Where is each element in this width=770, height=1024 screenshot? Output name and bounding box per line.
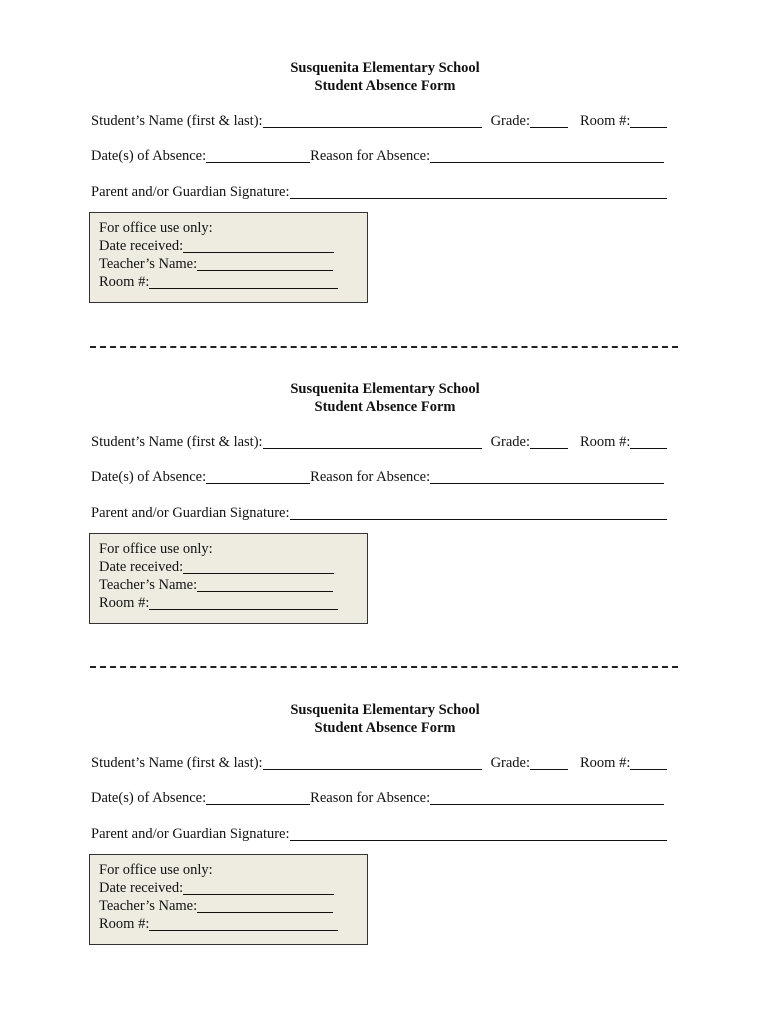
dates-of-absence-label: Date(s) of Absence: (91, 790, 207, 806)
date-received-label: Date received: (99, 559, 184, 575)
reason-field[interactable] (430, 791, 664, 805)
signature-label: Parent and/or Guardian Signature: (91, 826, 290, 842)
student-name-label: Student’s Name (first & last): (91, 113, 263, 129)
room-field[interactable] (630, 435, 667, 449)
reason-field[interactable] (430, 149, 664, 163)
office-room-label: Room #: (99, 916, 150, 932)
grade-field[interactable] (530, 756, 568, 770)
absence-form-1 (0, 0, 770, 321)
absence-row (91, 468, 664, 486)
absence-row (91, 147, 664, 165)
student-name-field[interactable] (263, 435, 482, 449)
date-received-label: Date received: (99, 880, 184, 896)
student-name-label: Student’s Name (first & last): (91, 755, 263, 771)
teacher-name-field[interactable] (197, 899, 333, 913)
teacher-name-label: Teacher’s Name: (99, 898, 198, 914)
signature-field[interactable] (290, 827, 667, 841)
office-room-line (99, 594, 367, 612)
office-use-box (89, 212, 368, 303)
dates-of-absence-field[interactable] (206, 149, 310, 163)
room-label: Room #: (580, 434, 631, 450)
signature-row (91, 504, 667, 522)
dates-of-absence-field[interactable] (206, 791, 310, 805)
school-name: Susquenita Elementary School (290, 702, 480, 718)
office-use-heading: For office use only: (99, 541, 213, 557)
room-field[interactable] (630, 114, 667, 128)
absence-row (91, 789, 664, 807)
grade-label: Grade: (490, 755, 531, 771)
office-room-label: Room #: (99, 274, 150, 290)
date-received-label: Date received: (99, 238, 184, 254)
office-heading-line (99, 219, 367, 237)
date-received-field[interactable] (183, 560, 334, 574)
teacher-name-line (99, 576, 367, 594)
date-received-line (99, 237, 367, 255)
student-info-row (91, 433, 667, 451)
grade-field[interactable] (530, 435, 568, 449)
office-heading-line (99, 540, 367, 558)
office-heading-line (99, 861, 367, 879)
office-room-field[interactable] (149, 917, 338, 931)
office-use-box (89, 533, 368, 624)
reason-field[interactable] (430, 470, 664, 484)
office-use-box (89, 854, 368, 945)
date-received-line (99, 879, 367, 897)
signature-label: Parent and/or Guardian Signature: (91, 184, 290, 200)
teacher-name-field[interactable] (197, 578, 333, 592)
office-room-field[interactable] (149, 275, 338, 289)
dates-of-absence-label: Date(s) of Absence: (91, 469, 207, 485)
teacher-name-line (99, 255, 367, 273)
form-header (0, 701, 770, 737)
grade-field[interactable] (530, 114, 568, 128)
grade-label: Grade: (490, 113, 531, 129)
room-label: Room #: (580, 755, 631, 771)
teacher-name-line (99, 897, 367, 915)
signature-field[interactable] (290, 185, 667, 199)
office-use-heading: For office use only: (99, 862, 213, 878)
student-info-row (91, 112, 667, 130)
signature-label: Parent and/or Guardian Signature: (91, 505, 290, 521)
dates-of-absence-label: Date(s) of Absence: (91, 148, 207, 164)
form-header (0, 59, 770, 95)
signature-row (91, 825, 667, 843)
office-room-line (99, 273, 367, 291)
student-name-label: Student’s Name (first & last): (91, 434, 263, 450)
absence-form-2 (0, 321, 770, 642)
office-room-field[interactable] (149, 596, 338, 610)
office-use-heading: For office use only: (99, 220, 213, 236)
reason-label: Reason for Absence: (310, 148, 431, 164)
signature-field[interactable] (290, 506, 667, 520)
signature-row (91, 183, 667, 201)
office-room-line (99, 915, 367, 933)
form-header (0, 380, 770, 416)
room-label: Room #: (580, 113, 631, 129)
reason-label: Reason for Absence: (310, 790, 431, 806)
absence-form-3 (0, 642, 770, 963)
date-received-field[interactable] (183, 239, 334, 253)
office-room-label: Room #: (99, 595, 150, 611)
student-name-field[interactable] (263, 756, 482, 770)
date-received-line (99, 558, 367, 576)
student-name-field[interactable] (263, 114, 482, 128)
reason-label: Reason for Absence: (310, 469, 431, 485)
school-name: Susquenita Elementary School (290, 381, 480, 397)
form-title: Student Absence Form (314, 78, 456, 94)
room-field[interactable] (630, 756, 667, 770)
dates-of-absence-field[interactable] (206, 470, 310, 484)
teacher-name-label: Teacher’s Name: (99, 577, 198, 593)
teacher-name-field[interactable] (197, 257, 333, 271)
grade-label: Grade: (490, 434, 531, 450)
student-info-row (91, 754, 667, 772)
form-title: Student Absence Form (314, 399, 456, 415)
school-name: Susquenita Elementary School (290, 60, 480, 76)
form-title: Student Absence Form (314, 720, 456, 736)
date-received-field[interactable] (183, 881, 334, 895)
teacher-name-label: Teacher’s Name: (99, 256, 198, 272)
